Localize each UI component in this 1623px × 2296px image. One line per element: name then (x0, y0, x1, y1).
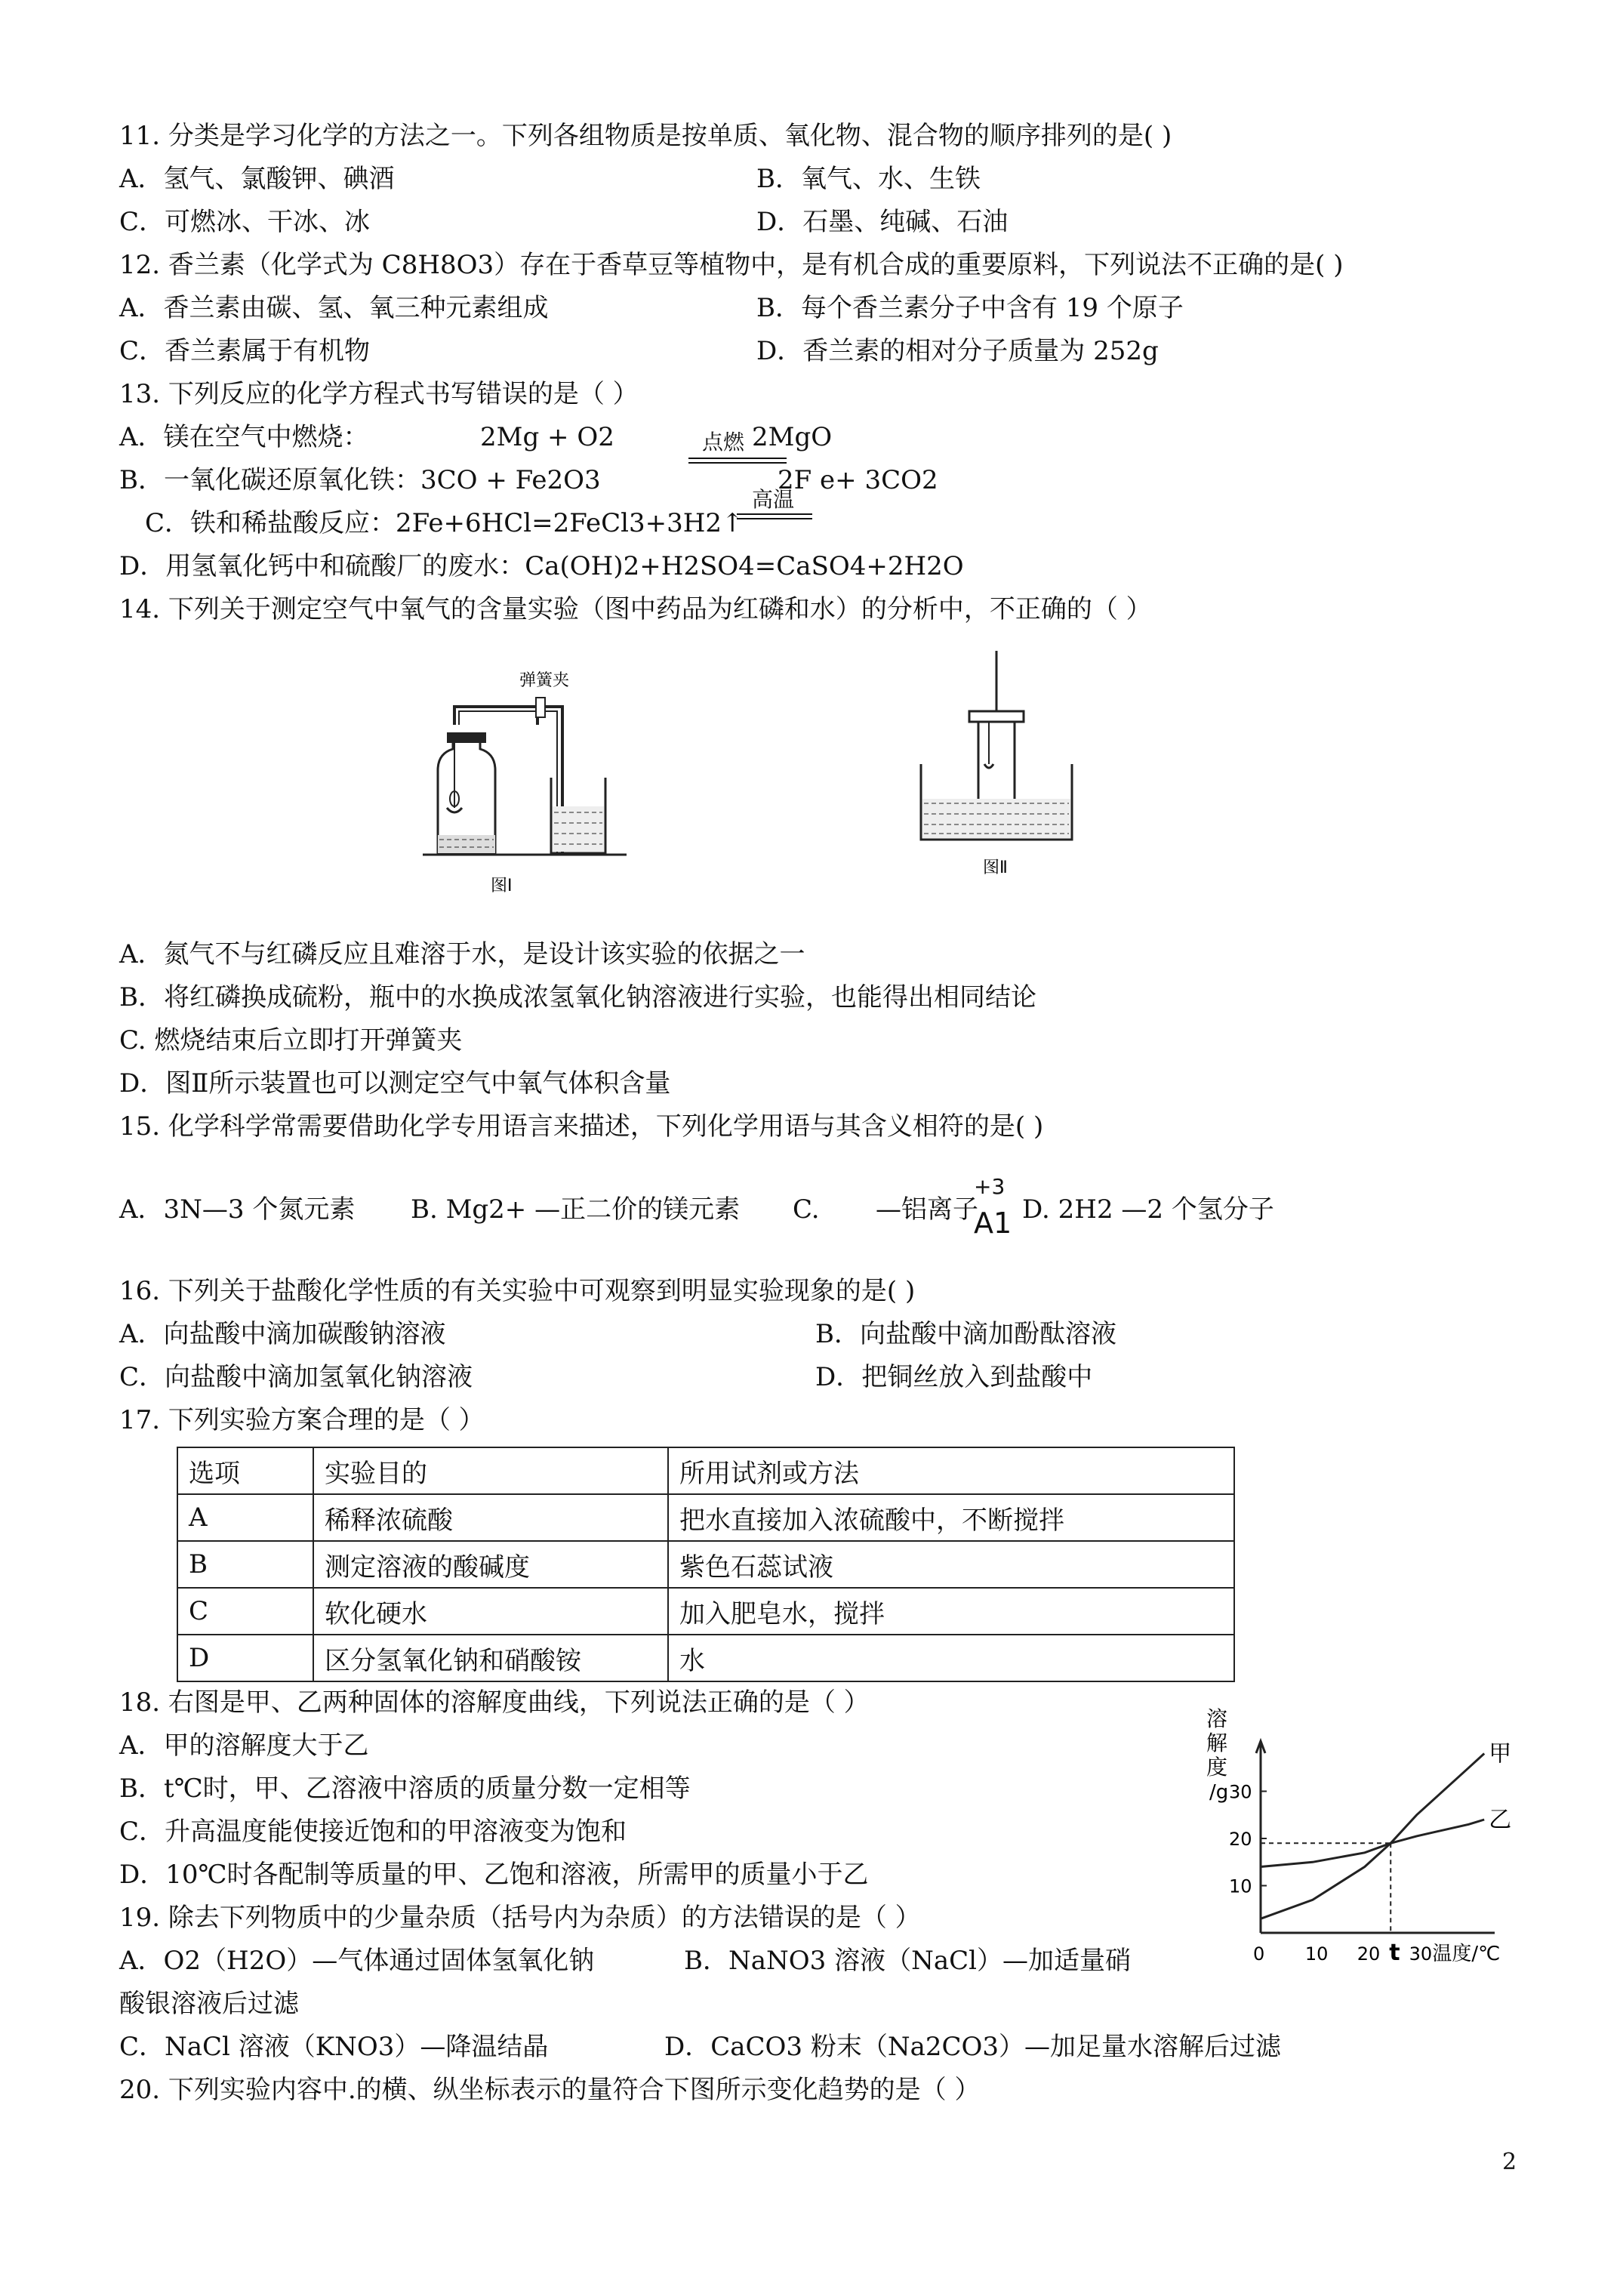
table-cell: 区分氢氧化钠和硝酸铵 (313, 1635, 668, 1681)
figure-2-caption: 图Ⅱ (983, 858, 1008, 877)
series-label: 乙 (1489, 1807, 1512, 1833)
q13-option-c-arrow: ↑ (722, 508, 744, 538)
q15-option-c-symbol: A1 (974, 1207, 1012, 1240)
q18-option-c: C．升高温度能使接近饱和的甲溶液变为饱和 (119, 1817, 627, 1847)
table-cell: 稀释浓硫酸 (313, 1494, 668, 1541)
q11-option-a: A．氢气、氯酸钾、碘酒 (119, 164, 395, 194)
table-header-cell: 实验目的 (313, 1447, 668, 1494)
q19-option-d: D．CaCO3 粉末（Na2CO3）—加足量水溶解后过滤 (664, 2032, 1282, 2062)
q16-option-c: C．向盐酸中滴加氢氧化钠溶液 (119, 1362, 473, 1392)
q18-option-d: D．10℃时各配制等质量的甲、乙饱和溶液，所需甲的质量小于乙 (119, 1860, 869, 1890)
q16-option-d: D．把铜丝放入到盐酸中 (815, 1362, 1093, 1392)
q13-option-a-products: 2MgO (752, 422, 833, 452)
y-axis-label-unit: /g (1209, 1781, 1229, 1804)
x-tick-label: 30 (1409, 1943, 1433, 1965)
y-axis-label-char: 溶 (1206, 1706, 1228, 1731)
q13-option-b-equals-line-2 (737, 518, 812, 519)
q16-stem: 16. 下列关于盐酸化学性质的有关实验中可观察到明显实验现象的是( ) (119, 1276, 916, 1306)
q14-option-d: D．图Ⅱ所示装置也可以测定空气中氧气体积含量 (119, 1068, 671, 1099)
q15-option-c-text: —铝离子 (876, 1194, 978, 1225)
table-cell: C (177, 1588, 313, 1635)
q11-stem: 11. 分类是学习化学的方法之一。下列各组物质是按单质、氧化物、混合物的顺序排列的是( ) (119, 121, 1172, 151)
x-tick-label: 20 (1357, 1943, 1381, 1965)
q14-stem: 14. 下列关于测定空气中氧气的含量实验（图中药品为红磷和水）的分析中，不正确的（ ） (119, 594, 1152, 624)
q19-stem: 19. 除去下列物质中的少量杂质（括号内为杂质）的方法错误的是（ ） (119, 1903, 921, 1933)
y-axis-label (1206, 1706, 1228, 1804)
x-tick-label: 0 (1253, 1943, 1265, 1965)
q17-table (177, 1447, 1235, 1682)
solubility-chart (1193, 1699, 1525, 1992)
table-cell: B (177, 1541, 313, 1588)
y-axis-label-char: 解 (1206, 1730, 1228, 1755)
q19-option-b: B．NaNO3 溶液（NaCl）—加适量硝 (684, 1946, 1131, 1976)
table-cell: 加入肥皂水，搅拌 (668, 1588, 1234, 1635)
q11-option-c: C．可燃冰、干冰、冰 (119, 207, 371, 237)
q19-option-a: A．O2（H2O）—气体通过固体氢氧化钠 (119, 1946, 595, 1976)
q15-option-c-label: C. (793, 1194, 820, 1225)
table-header-cell: 所用试剂或方法 (668, 1447, 1234, 1494)
x-tick-label: 10 (1304, 1943, 1329, 1965)
table-cell: A (177, 1494, 313, 1541)
q11-option-b: B．氧气、水、生铁 (756, 164, 981, 194)
table-header-cell: 选项 (177, 1447, 313, 1494)
q12-option-c: C．香兰素属于有机物 (119, 336, 371, 366)
q14-option-c: C. 燃烧结束后立即打开弹簧夹 (119, 1025, 463, 1056)
q13-option-b-products: 2F e+ 3CO2 (778, 465, 938, 495)
table-cell: D (177, 1635, 313, 1681)
y-tick-label: 20 (1229, 1829, 1252, 1850)
q13-stem: 13. 下列反应的化学方程式书写错误的是（ ） (119, 379, 639, 409)
q12-option-b: B．每个香兰素分子中含有 19 个原子 (756, 293, 1184, 323)
q15-option-b: B. Mg2+ —正二价的镁元素 (411, 1194, 741, 1225)
table-cell: 紫色石蕊试液 (668, 1541, 1234, 1588)
q11-option-d: D．石墨、纯碱、石油 (756, 207, 1009, 237)
q13-option-b-condition: 高温 (752, 487, 795, 512)
table-cell: 水 (668, 1635, 1234, 1681)
q13-option-a-condition: 点燃 (702, 430, 745, 455)
q13-option-d: D．用氢氧化钙中和硫酸厂的废水：Ca(OH)2+H2SO4=CaSO4+2H2O (119, 551, 964, 581)
table-cell: 把水直接加入浓硫酸中，不断搅拌 (668, 1494, 1234, 1541)
q12-option-a: A．香兰素由碳、氢、氧三种元素组成 (119, 293, 549, 323)
q13-option-a-reactants: 2Mg + O2 (480, 422, 614, 452)
q19-option-c: C．NaCl 溶液（KNO3）—降温结晶 (119, 2032, 549, 2062)
table-row (177, 1635, 1234, 1681)
table-cell: 测定溶液的酸碱度 (313, 1541, 668, 1588)
q20-stem: 20. 下列实验内容中.的横、纵坐标表示的量符合下图所示变化趋势的是（ ） (119, 2075, 981, 2105)
figure-1-caption: 图Ⅰ (491, 877, 513, 895)
q13-option-a-equals-line (688, 458, 787, 459)
q16-option-b: B．向盐酸中滴加酚酞溶液 (815, 1319, 1116, 1349)
q19-option-b-continued: 酸银溶液后过滤 (119, 1989, 299, 2019)
q13-option-b-equals-line (737, 513, 812, 515)
q18-option-b: B．t℃时，甲、乙溶液中溶质的质量分数一定相等 (119, 1774, 691, 1804)
series-line-1 (1261, 1754, 1484, 1919)
q13-option-a-label: A．镁在空气中燃烧： (119, 422, 369, 452)
y-tick-label: 30 (1229, 1781, 1252, 1803)
q15-stem: 15. 化学科学常需要借助化学专用语言来描述，下列化学用语与其含义相符的是( ) (119, 1111, 1044, 1142)
x-axis-label: 温度/℃ (1432, 1943, 1501, 1965)
x-tick-label: t (1389, 1940, 1400, 1966)
table-header-row (177, 1447, 1234, 1494)
q18-stem: 18. 右图是甲、乙两种固体的溶解度曲线，下列说法正确的是（ ） (119, 1687, 870, 1718)
q18-option-a: A．甲的溶解度大于乙 (119, 1730, 369, 1761)
q14-figure-2 (906, 651, 1087, 892)
q13-option-b-label: B．一氧化碳还原氧化铁：3CO + Fe2O3 (119, 465, 601, 495)
q14-option-b: B．将红磷换成硫粉，瓶中的水换成浓氢氧化钠溶液进行实验，也能得出相同结论 (119, 982, 1036, 1012)
page-number: 2 (1502, 2149, 1517, 2175)
q13-option-c: C．铁和稀盐酸反应：2Fe+6HCl=2FeCl3+3H2 (145, 508, 722, 538)
q15-option-d: D. 2H2 —2 个氢分子 (1022, 1194, 1274, 1225)
q12-option-d: D．香兰素的相对分子质量为 252g (756, 336, 1159, 366)
q13-option-a-equals-line-2 (688, 462, 787, 464)
spring-clip-label: 弹簧夹 (519, 671, 570, 690)
q15-option-a: A．3N—3 个氮元素 (119, 1194, 356, 1225)
table-row (177, 1588, 1234, 1635)
q16-option-a: A．向盐酸中滴加碳酸钠溶液 (119, 1319, 446, 1349)
table-row (177, 1541, 1234, 1588)
table-cell: 软化硬水 (313, 1588, 668, 1635)
q15-option-c-valence: +3 (974, 1174, 1006, 1199)
y-tick-label: 10 (1229, 1875, 1252, 1897)
q17-stem: 17. 下列实验方案合理的是（ ） (119, 1405, 485, 1435)
q14-option-a: A．氮气不与红磷反应且难溶于水，是设计该实验的依据之一 (119, 939, 805, 969)
y-axis-label-char: 度 (1206, 1755, 1228, 1780)
table-row (177, 1494, 1234, 1541)
q12-stem: 12. 香兰素（化学式为 C8H8O3）存在于香草豆等植物中，是有机合成的重要原料，下列说法不正确的是( ) (119, 250, 1344, 280)
q14-figure-1 (408, 664, 657, 913)
series-label: 甲 (1489, 1740, 1512, 1767)
